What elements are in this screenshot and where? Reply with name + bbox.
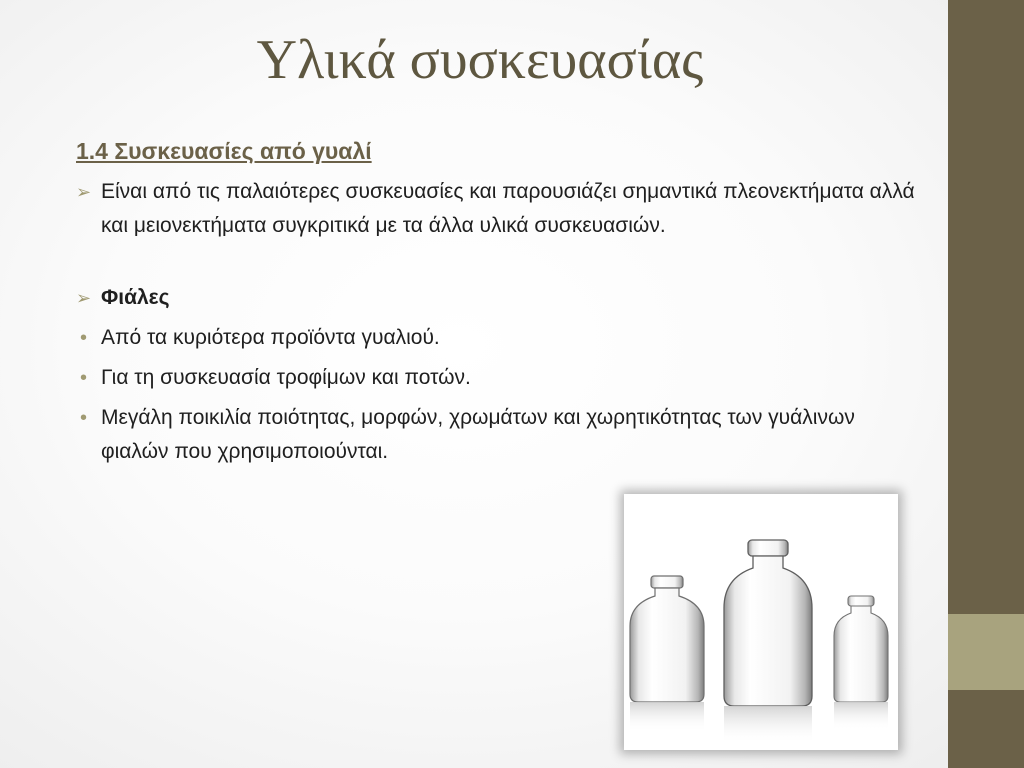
intro-text: Είναι από τις παλαιότερες συσκευασίες και παρουσιάζει σημαντικά πλεονεκτήματα αλλά και μειονεκτήματα συγκριτικά με τα άλλα υλικά συσκευασιών. [101,180,915,237]
dot-bullet-icon: • [80,407,88,429]
bullet-text: Μεγάλη ποικιλία ποιότητας, μορφών, χρωμάτων και χωρητικότητας των γυάλινων φιαλών που χρησιμοποιούνται. [101,406,855,463]
glass-bottles-photo [624,494,898,750]
dot-bullet-icon: • [80,367,88,389]
bullet-text: Για τη συσκευασία τροφίμων και ποτών. [101,366,471,389]
dot-bullet-icon: • [80,327,88,349]
bullet-text: Από τα κυριότερα προϊόντα γυαλιού. [101,326,440,349]
arrow-bullet-icon: ➢ [76,288,92,308]
glass-bottles-illustration [626,496,896,748]
slide-content [76,138,916,475]
slide-title: Υλικά συσκευασίας [256,29,704,91]
list-item [76,401,916,469]
intro-item [76,175,916,243]
subheading-item [76,281,916,315]
list-item [76,361,916,395]
list-item [76,321,916,355]
section-heading: 1.4 Συσκευασίες από γυαλί [76,138,372,164]
right-decor-accent [948,614,1024,690]
subheading-text: Φιάλες [101,286,170,309]
arrow-bullet-icon: ➢ [76,182,92,202]
